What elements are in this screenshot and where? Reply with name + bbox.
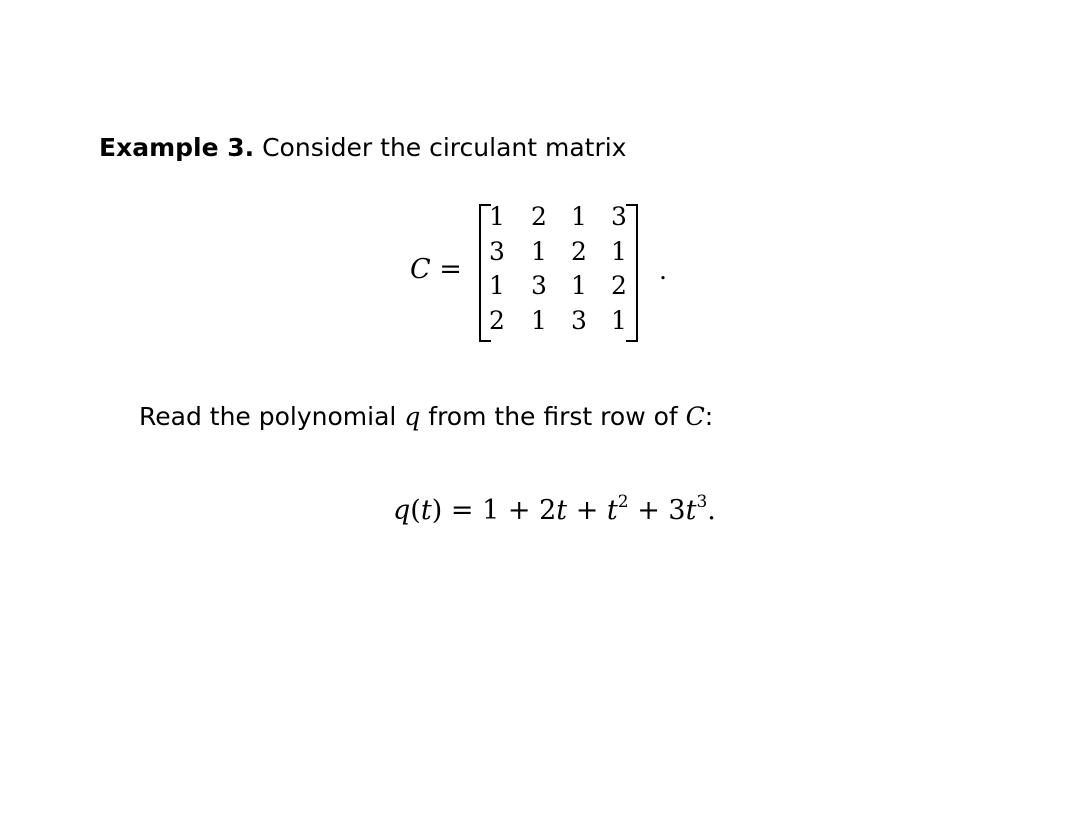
poly-term3-coef: 3 <box>668 495 686 526</box>
poly-term2-exp: 2 <box>617 492 629 512</box>
poly-arg-open: ( <box>410 495 421 526</box>
poly-term3-var: t <box>685 495 697 526</box>
matrix-cell: 3 <box>531 271 547 300</box>
matrix-cell: 2 <box>489 305 505 335</box>
matrix-cell: 2 <box>571 236 587 266</box>
read-var-q: q <box>404 402 421 431</box>
matrix-cell: 3 <box>611 202 627 231</box>
poly-func: q <box>393 495 411 526</box>
matrix-cell: 1 <box>531 305 547 335</box>
matrix-cell: 1 <box>611 305 627 335</box>
poly-term1-coef: 2 <box>539 495 557 526</box>
poly-term1-var: t <box>556 495 568 526</box>
poly-arg-close: ) <box>431 495 443 526</box>
polynomial-equation <box>393 493 716 529</box>
matrix-cell: 2 <box>531 202 547 231</box>
matrix-cell: 2 <box>611 271 627 300</box>
matrix-name: C <box>410 254 431 285</box>
matrix-cell: 1 <box>611 236 627 266</box>
matrix-cell: 3 <box>489 236 505 266</box>
poly-const: 1 <box>482 495 500 526</box>
example-label: Example 3. <box>99 133 255 162</box>
read-after-text: : <box>704 402 714 431</box>
matrix-cell: 1 <box>531 236 547 266</box>
matrix-lhs <box>410 252 462 288</box>
matrix-cell: 1 <box>489 202 505 231</box>
poly-plus-3: + <box>637 495 660 526</box>
matrix-cell: 1 <box>571 271 587 300</box>
matrix-cell: 1 <box>489 271 505 300</box>
poly-arg: t <box>420 495 432 526</box>
matrix-equals: = <box>439 254 462 285</box>
read-var-c: C <box>685 402 705 431</box>
poly-plus-2: + <box>575 495 599 526</box>
read-before-text: Read the polynomial <box>139 402 397 431</box>
example-text: Consider the circulant matrix <box>262 133 627 162</box>
poly-term2-var: t <box>606 495 618 526</box>
matrix-cell: 3 <box>571 305 587 335</box>
matrix-cell: 1 <box>571 202 587 231</box>
example-heading <box>99 131 626 165</box>
poly-period: . <box>707 495 716 526</box>
poly-equals: = <box>450 495 474 526</box>
matrix-entries <box>487 200 639 338</box>
poly-plus-1: + <box>507 495 531 526</box>
matrix-period: . <box>659 256 667 285</box>
poly-term3-exp: 3 <box>696 492 708 512</box>
read-middle-text: from the first row of <box>428 402 678 431</box>
read-polynomial-sentence <box>139 400 713 434</box>
